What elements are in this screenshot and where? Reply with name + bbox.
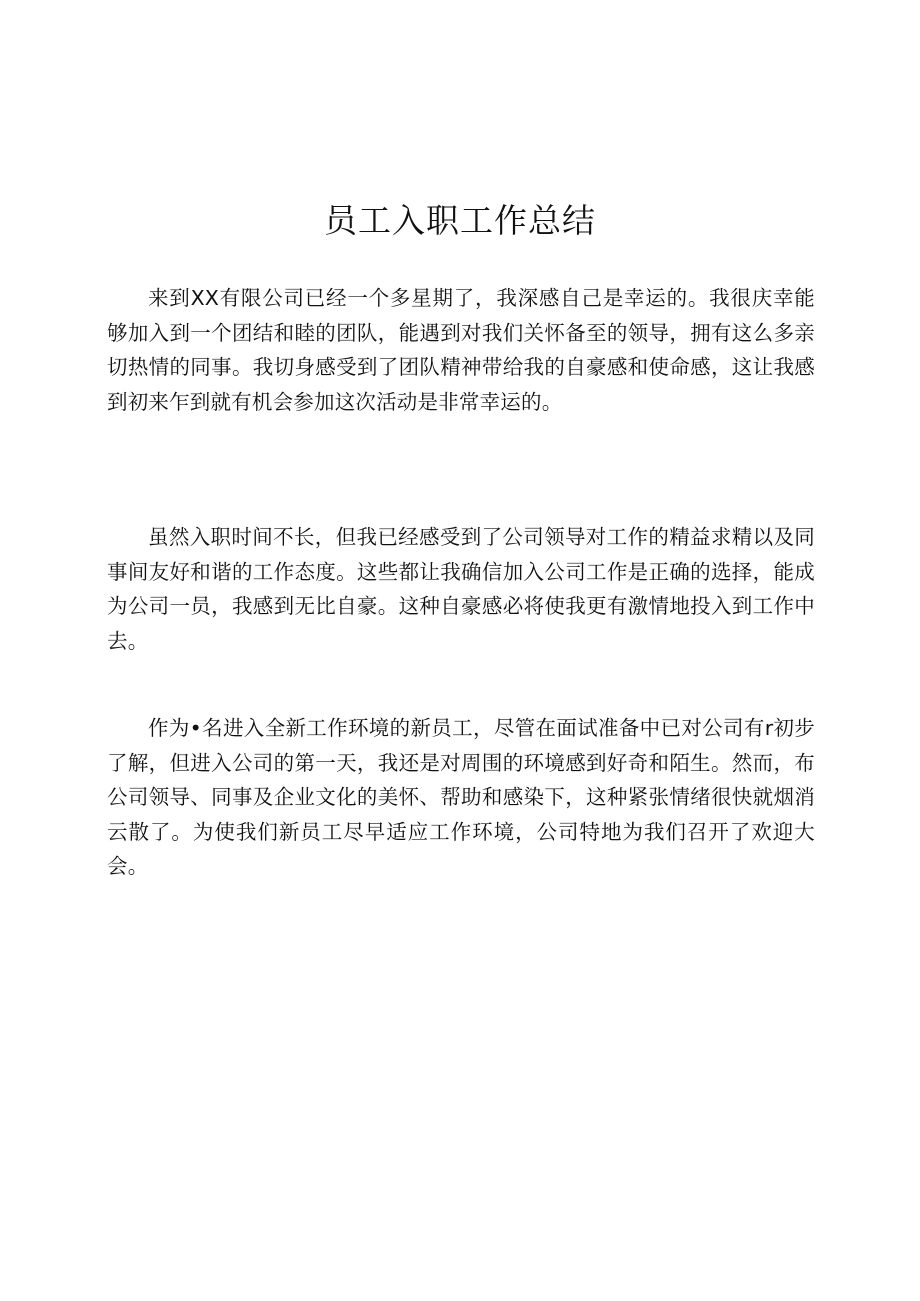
paragraph-2: 虽然入职时间不长，但我已经感受到了公司领导对工作的精益求精以及同事间友好和谐的工作态度。这些都让我确信加入公司工作是正确的选择，能成为公司一员，我感到无比自豪。这种自豪感必将使我更有激情地投入到工作中去。 [107,525,815,653]
paragraph-3: 作为•名进入全新工作环境的新员工，尽管在面试准备中已对公司有r初步了解，但进入公司的第一天，我还是对周围的环境感到好奇和陌生。然而，布公司领导、同事及企业文化的美怀、帮助和感染下，这种紧张情绪很快就烟消云散了。为使我们新员工尽早适应工作环境，公司特地为我们召开了欢迎大会。 [107,716,815,878]
document-title: 员工入职工作总结 [324,201,596,241]
paragraph-1: 来到XX有限公司已经一个多星期了，我深感自己是幸运的。我很庆幸能够加入到一个团结和睦的团队，能遇到对我们关怀备至的领导，拥有这么多亲切热情的同事。我切身感受到了团队精神带给我的自豪感和使命感，这让我感到初来乍到就有机会参加这次活动是非常幸运的。 [107,286,815,414]
